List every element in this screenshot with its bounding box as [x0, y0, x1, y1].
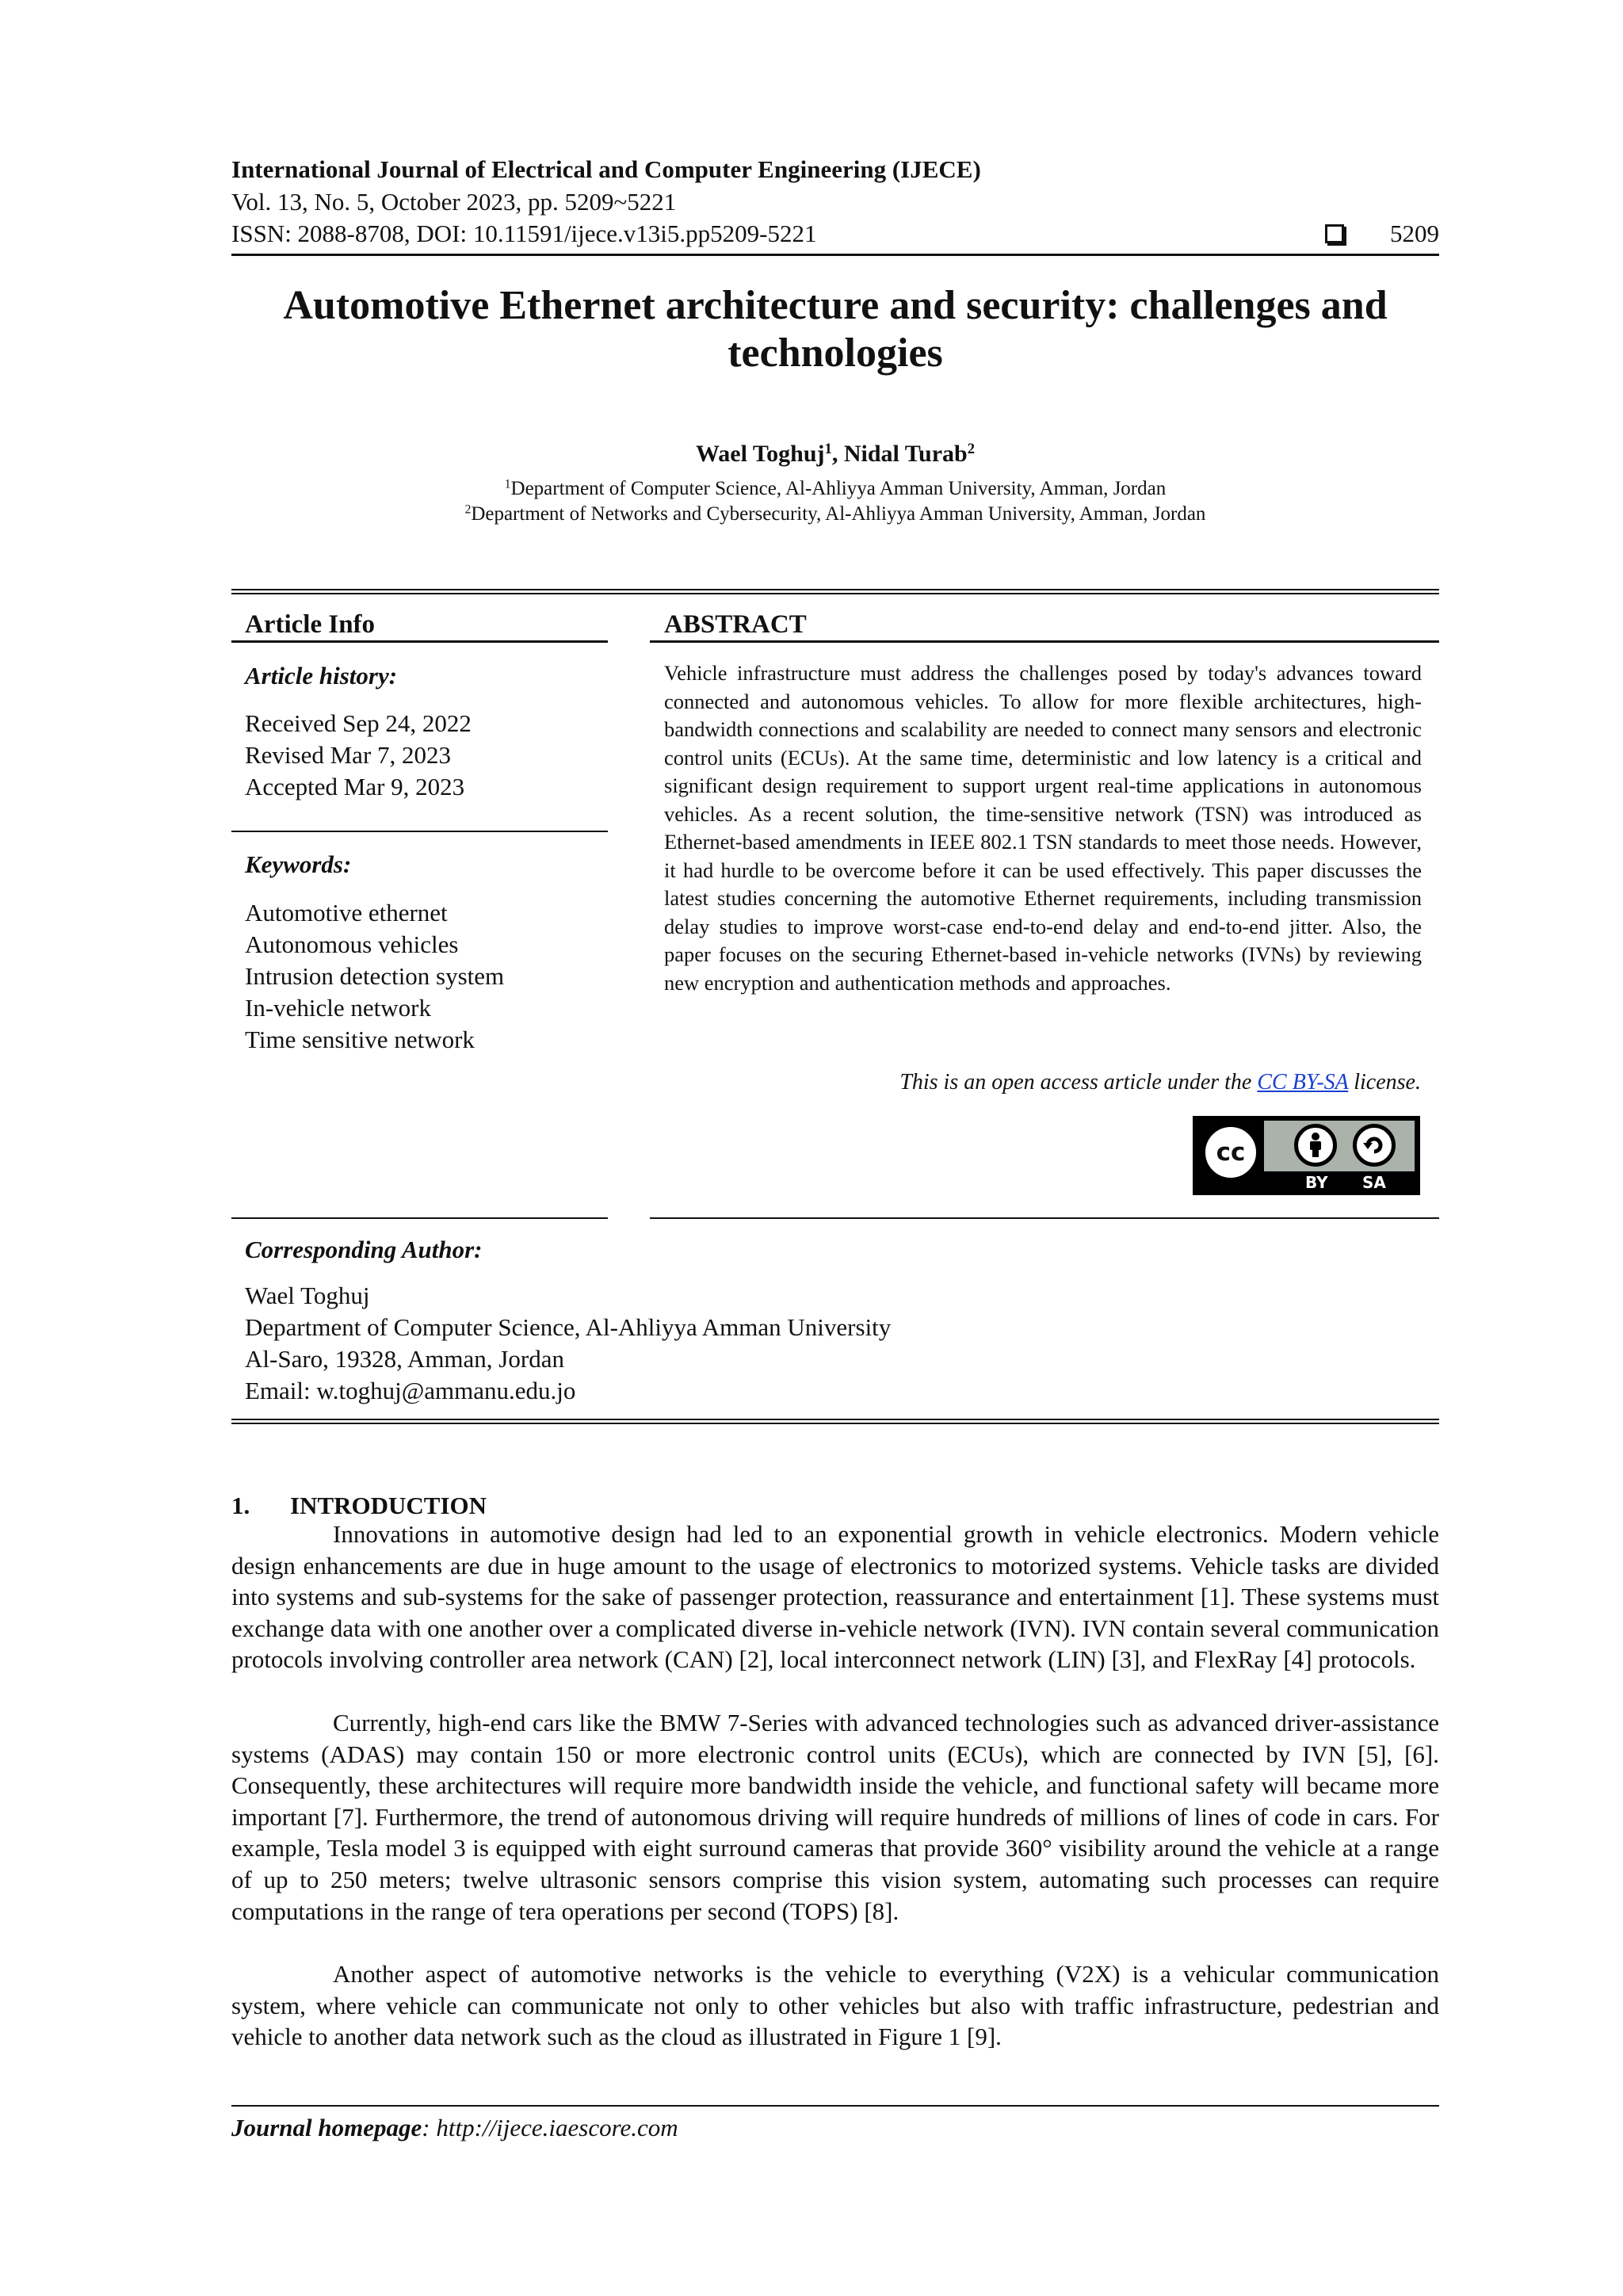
infobox-top-rule: [231, 589, 1439, 590]
paragraph-text: Currently, high-end cars like the BMW 7-Series with advanced technologies such as advanced driver-assistance systems (ADAS) may contain 150 or more electronic control units (ECUs), which are connected by IVN [5], [6]. Consequently, these architectures will require more bandwidth inside the vehicle, and functional safety will became more important [7]. Furthermore, the trend of autonomous driving will require hundreds of millions of lines of code in cars. For example, Tesla model 3 is equipped with eight surround cameras that provide 360° visibility around the vehicle at a range of up to 250 meters; twelve ultrasonic sensors comprise this vision system, automating such processes can require computations in the range of tera operations per second (TOPS) [8].: [231, 1709, 1439, 1925]
infobox-bottom-rule: [231, 1419, 1439, 1420]
volume-line: Vol. 13, No. 5, October 2023, pp. 5209~5221: [231, 188, 677, 216]
keyword: Autonomous vehicles: [245, 930, 459, 958]
issn-doi-line: ISSN: 2088-8708, DOI: 10.11591/ijece.v13i5.pp5209-5221: [231, 220, 817, 247]
history-revised: Revised Mar 7, 2023: [245, 741, 452, 769]
body-paragraph: [231, 1519, 1439, 1675]
corresponding-details: [245, 1280, 891, 1407]
homepage-url: : http://ijece.iaescore.com: [422, 2114, 678, 2141]
square-bullet-icon: [1325, 224, 1344, 243]
article-info-heading: Article Info: [245, 610, 376, 639]
keyword: Automotive ethernet: [245, 899, 448, 926]
section-number: 1.: [231, 1492, 250, 1519]
footer-rule: [231, 2105, 1439, 2107]
abstract-heading: ABSTRACT: [664, 610, 807, 639]
header-rule: [231, 254, 1439, 256]
license-suffix: license.: [1348, 1070, 1421, 1095]
paragraph-text: Innovations in automotive design had led to an exponential growth in vehicle electronics. Modern vehicle design enhancements are due in huge amount to the usage of electronics to motorized systems. Vehicle tasks are divided into systems and sub-systems for the sake of passenger protection, reassurance and entertainment [1]. These systems must exchange data with one another over a complicated diverse in-vehicle network (IVN). IVN contain several communication protocols involving controller area network (CAN) [2], local interconnect network (LIN) [3], and FlexRay [4] protocols.: [231, 1520, 1439, 1674]
page-number: 5209: [1390, 220, 1439, 247]
corresponding-email: Email: w.toghuj@ammanu.edu.jo: [245, 1377, 576, 1404]
keyword: Time sensitive network: [245, 1026, 475, 1053]
keyword-list: [245, 897, 504, 1056]
homepage-label: Journal homepage: [231, 2114, 422, 2141]
journal-homepage: [231, 2114, 678, 2142]
journal-name: International Journal of Electrical and Computer Engineering (IJECE): [231, 155, 981, 183]
author-affil-marker: 2: [967, 440, 976, 457]
corresponding-heading: Corresponding Author:: [245, 1236, 483, 1263]
body-paragraph: [231, 1958, 1439, 2053]
paragraph-text: Another aspect of automotive networks is the vehicle to everything (V2X) is a vehicular communication system, where vehicle can communicate not only to other vehicles but also with traffic infrastructure, pedestrian and vehicle to another data network such as the cloud as illustrated in Figure 1 [9].: [231, 1960, 1439, 2051]
cc-logo-icon: [1201, 1122, 1261, 1182]
section-title: INTRODUCTION: [290, 1492, 487, 1519]
article-history: [245, 708, 472, 803]
corresponding-name: Wael Toghuj: [245, 1282, 370, 1309]
affiliation: [231, 503, 1439, 525]
license-link[interactable]: CC BY-SA: [1257, 1070, 1349, 1095]
paper-title: Automotive Ethernet architecture and security: challenges and technologies: [283, 283, 1388, 376]
section-heading: [231, 1492, 487, 1520]
affiliation-text: Department of Networks and Cybersecurity, Al-Ahliyya Amman University, Amman, Jordan: [471, 503, 1206, 525]
infobox-top-rule-double: [231, 593, 1439, 594]
keywords-rule: [231, 831, 608, 832]
open-access-note: [899, 1070, 1421, 1095]
cc-by-sa-badge[interactable]: [1193, 1116, 1420, 1195]
article-history-heading: Article history:: [245, 662, 398, 690]
history-received: Received Sep 24, 2022: [245, 709, 472, 737]
author-name: Nidal Turab: [843, 441, 968, 467]
author-separator: ,: [831, 441, 844, 467]
affiliation-marker: 2: [464, 502, 472, 517]
affiliation: [231, 478, 1439, 500]
share-alike-glyph: [1361, 1132, 1388, 1159]
badge-by-label: BY: [1305, 1173, 1328, 1192]
history-accepted: Accepted Mar 9, 2023: [245, 773, 465, 800]
keywords-heading: Keywords:: [245, 850, 352, 878]
affiliation-marker: 1: [504, 477, 511, 491]
corresponding-department: Department of Computer Science, Al-Ahliyya Amman University: [245, 1313, 892, 1341]
abstract-rule: [650, 640, 1439, 643]
person-icon: [1294, 1124, 1337, 1167]
license-prefix: This is an open access article under the: [899, 1070, 1258, 1095]
body-paragraph: [231, 1707, 1439, 1927]
badge-sa-label: SA: [1362, 1173, 1386, 1192]
page-number-block: [1325, 220, 1439, 248]
keyword: Intrusion detection system: [245, 962, 505, 990]
keyword: In-vehicle network: [245, 994, 431, 1022]
article-info-rule: [231, 640, 608, 643]
cc-mark: cc: [1216, 1138, 1246, 1167]
abstract-text: Vehicle infrastructure must address the challenges posed by today's advances toward connected and autonomous vehicles. To allow for more flexible architectures, high-bandwidth connections and scalability are needed to connect many sensors and electronic control units (ECUs). At the same time, deterministic and low latency is a critical and significant design requirement to support urgent real-time applications in autonomous vehicles. As a recent solution, the time-sensitive network (TSN) was introduced as Ethernet-based amendments in IEEE 802.1 TSN standards to meet those needs. However, it had hurdle to be overcome before it can be used effectively. This paper discusses the latest studies concerning the automotive Ethernet requirements, including transmission delay studies to improve worst-case end-to-end delay and end-to-end jitter. Also, the paper focuses on the securing Ethernet-based in-vehicle networks (IVNs) by reviewing new encryption and authentication methods and approaches.: [664, 661, 1422, 995]
abstract-bottom-rule: [650, 1217, 1439, 1219]
article-info-bottom-rule: [231, 1217, 608, 1219]
corresponding-address: Al-Saro, 19328, Amman, Jordan: [245, 1345, 564, 1373]
person-glyph: [1304, 1132, 1327, 1159]
affiliation-text: Department of Computer Science, Al-Ahliyya Amman University, Amman, Jordan: [510, 478, 1167, 499]
author-list: [231, 441, 1439, 468]
author-name: Wael Toghuj: [695, 441, 825, 467]
infobox-bottom-rule-double: [231, 1423, 1439, 1424]
share-alike-icon: [1353, 1124, 1396, 1167]
author-affil-marker: 1: [824, 440, 832, 457]
